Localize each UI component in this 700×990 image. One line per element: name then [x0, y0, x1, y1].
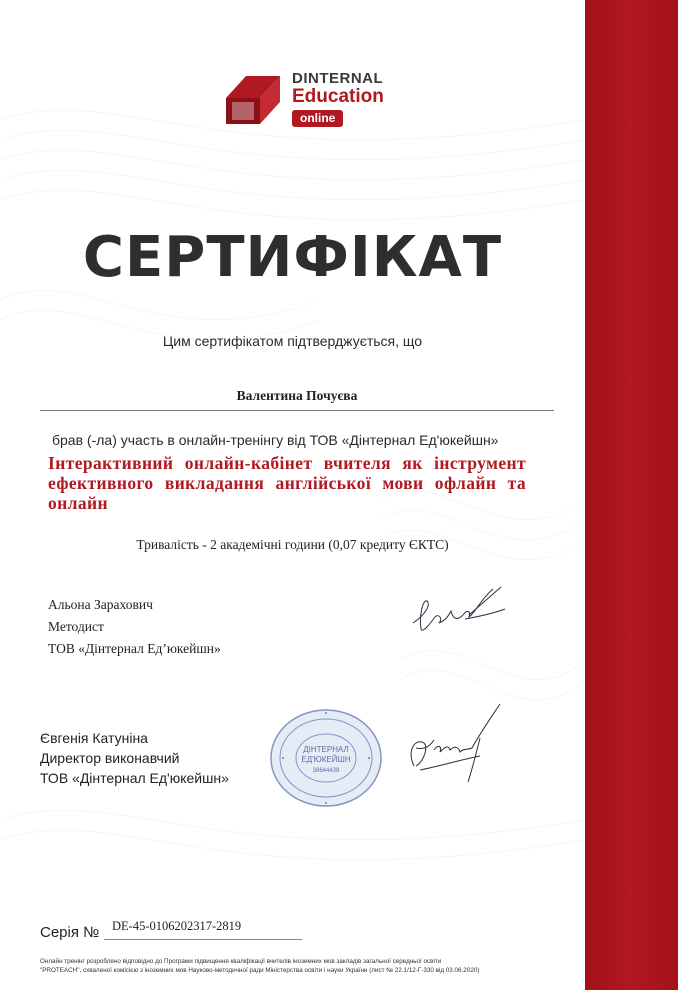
signatory-director [40, 728, 229, 788]
logo-online-badge: online [292, 110, 343, 127]
stamp-line2: ЕД'ЮКЕЙШН [301, 755, 351, 764]
footer-line-2: "PROTEACH", схваленої комісією з іноземних мов Науково-методичної ради Міністерства освіти і науки України (лист № 22.1/12-Г-330 від 03.06.2020) [40, 967, 480, 974]
book-logo-icon [222, 68, 286, 130]
participation-text: брав (-ла) участь в онлайн-тренінгу від ТОВ «Дінтернал Ед'юкейшн» [52, 432, 499, 448]
course-title: Інтерактивний онлайн-кабінет вчителя як інструмент ефективного викладання англійської мови офлайн та онлайн [48, 453, 526, 513]
confirmation-text: Цим сертифікатом підтверджується, що [162, 333, 423, 349]
official-stamp [268, 708, 384, 808]
series-underline [104, 939, 302, 940]
logo-brand-text: DINTERNAL [292, 70, 384, 87]
signatory-position: Методист [48, 619, 104, 634]
signatory-organization: ТОВ «Дінтернал Ед'юкейшн» [40, 770, 229, 786]
footer-note [40, 957, 580, 975]
methodist-signature [405, 585, 515, 637]
signatory-methodist [48, 594, 221, 660]
series-label: Серія № [40, 924, 100, 941]
signatory-position: Директор виконавчий [40, 750, 180, 766]
certificate-title: СЕРТИФІКАТ [82, 225, 503, 290]
recipient-name: Валентина Почуєва [236, 388, 358, 403]
series-number: DE-45-0106202317-2819 [112, 919, 242, 933]
director-signature [400, 700, 510, 785]
stamp-line1: ДІНТЕРНАЛ [303, 745, 349, 754]
company-logo [222, 66, 402, 132]
signatory-name: Євгенія Катуніна [40, 730, 148, 746]
footer-line-1: Онлайн тренінг розроблено відповідно до Програми підвищення кваліфікації вчителів іноземних мов закладів загальної середньої освіти [40, 958, 442, 965]
decorative-red-band [585, 0, 678, 990]
recipient-underline [40, 410, 554, 411]
stamp-code: 38644438 [312, 768, 340, 774]
duration-text: Тривалість - 2 академічні години (0,07 кредиту ЄКТС) [136, 537, 449, 552]
signatory-name: Альона Зарахович [48, 597, 153, 612]
logo-education-text: Education [292, 86, 384, 107]
signatory-organization: ТОВ «Дінтернал Ед’юкейшн» [48, 641, 221, 656]
